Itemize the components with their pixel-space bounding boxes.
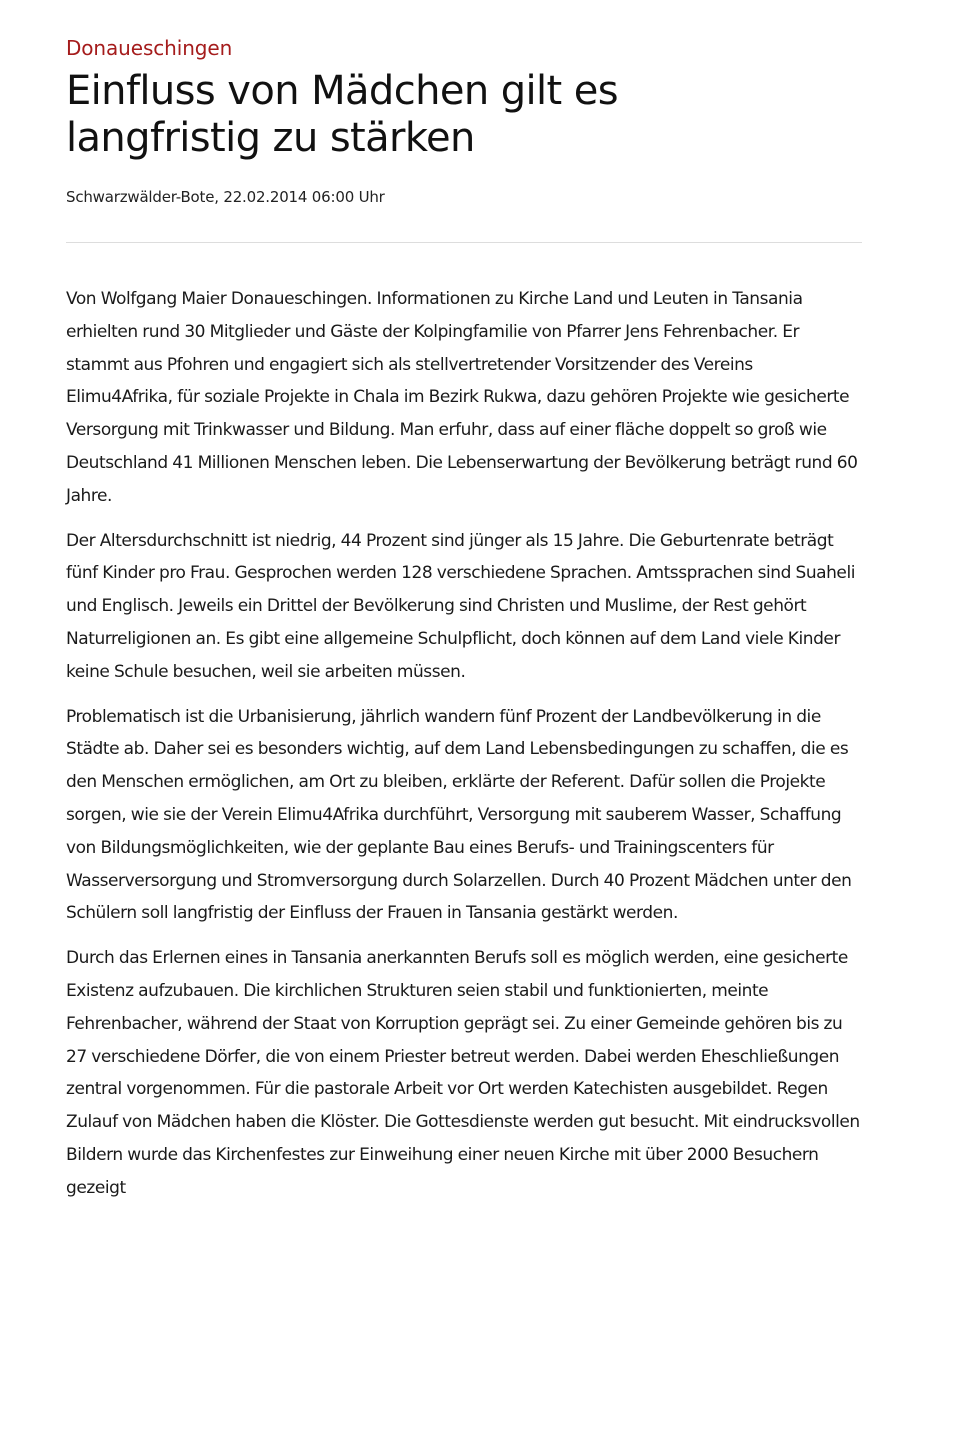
article-body <box>66 283 862 1205</box>
divider <box>66 242 862 243</box>
article-paragraph-1: Von Wolfgang Maier Donaueschingen. Informationen zu Kirche Land und Leuten in Tansania erhielten rund 30 Mitglieder und Gäste der Kolpingfamilie von Pfarrer Jens Fehrenbacher. Er stammt aus Pfohren und engagiert sich als stellvertretender Vorsitzender des Vereins Elimu4Afrika, für soziale Projekte in Chala im Bezirk Rukwa, dazu gehören Projekte wie gesicherte Versorgung mit Trinkwasser und Bildung. Man erfuhr, dass auf einer fläche doppelt so groß wie Deutschland 41 Millionen Menschen leben. Die Lebenserwartung der Bevölkerung beträgt rund 60 Jahre. <box>66 289 858 506</box>
article <box>66 34 862 1217</box>
article-headline: Einfluss von Mädchen gilt es langfristig zu stärken <box>66 68 618 161</box>
article-kicker[interactable]: Donaueschingen <box>66 36 233 60</box>
article-paragraph-3: Problematisch ist die Urbanisierung, jährlich wandern fünf Prozent der Landbevölkerung in die Städte ab. Daher sei es besonders wichtig, auf dem Land Lebensbedingungen zu schaffen, die es den Menschen ermöglichen, am Ort zu bleiben, erklärte der Referent. Dafür sollen die Projekte sorgen, wie sie der Verein Elimu4Afrika durchführt, Versorgung mit sauberem Wasser, Schaffung von Bildungsmöglichkeiten, wie der geplante Bau eines Berufs- und Trainingscenters für Wasserversorgung und Stromversorgung durch Solarzellen. Durch 40 Prozent Mädchen unter den Schülern soll langfristig der Einfluss der Frauen in Tansania gestärkt werden. <box>66 706 852 924</box>
article-byline: Schwarzwälder-Bote, 22.02.2014 06:00 Uhr <box>66 188 385 206</box>
article-paragraph-2: Der Altersdurchschnitt ist niedrig, 44 Prozent sind jünger als 15 Jahre. Die Geburtenrate beträgt fünf Kinder pro Frau. Gesprochen werden 128 verschiedene Sprachen. Amtssprachen sind Suaheli und Englisch. Jeweils ein Drittel der Bevölkerung sind Christen und Muslime, der Rest gehört Naturreligionen an. Es gibt eine allgemeine Schulpflicht, doch können auf dem Land viele Kinder keine Schule besuchen, weil sie arbeiten müssen. <box>66 530 855 682</box>
article-paragraph-4: Durch das Erlernen eines in Tansania anerkannten Berufs soll es möglich werden, eine gesicherte Existenz aufzubauen. Die kirchlichen Strukturen seien stabil und funktionierten, meinte Fehrenbacher, während der Staat von Korruption geprägt sei. Zu einer Gemeinde gehören bis zu 27 verschiedene Dörfer, die von einem Priester betreut werden. Dabei werden Eheschließungen zentral vorgenommen. Für die pastorale Arbeit vor Ort werden Katechisten ausgebildet. Regen Zulauf von Mädchen haben die Klöster. Die Gottesdienste werden gut besucht. Mit eindrucksvollen Bildern wurde das Kirchenfestes zur Einweihung einer neuen Kirche mit über 2000 Besuchern gezeigt <box>66 948 860 1198</box>
